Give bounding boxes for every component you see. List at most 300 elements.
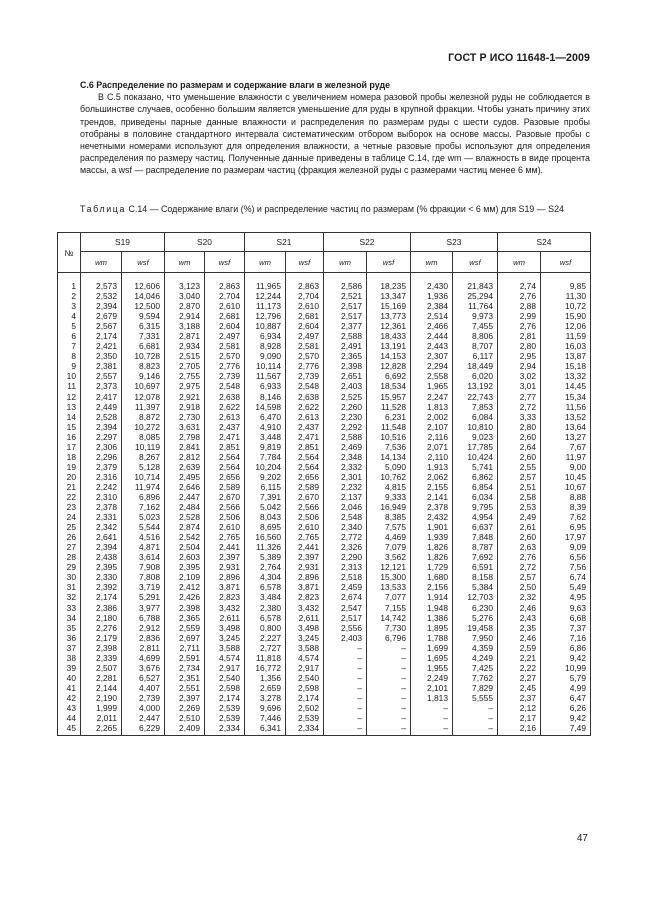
table-caption-label: Таблица bbox=[80, 204, 126, 214]
table-cell: 2,622 bbox=[205, 402, 245, 412]
table-cell: 2,230 bbox=[324, 412, 367, 422]
table-cell: 2,421 bbox=[81, 341, 122, 351]
table-cell: 2,61 bbox=[498, 522, 541, 532]
table-cell: 2,45 bbox=[498, 683, 541, 693]
table-cell: 9,795 bbox=[453, 502, 498, 512]
table-row bbox=[58, 432, 591, 442]
table-cell: 2,76 bbox=[498, 321, 541, 331]
table-cell: 2,521 bbox=[324, 291, 367, 301]
table-cell: 2,764 bbox=[245, 562, 286, 572]
table-cell: 2,532 bbox=[81, 291, 122, 301]
subcolumn-moisture: wm bbox=[81, 252, 122, 273]
table-cell: 2,409 bbox=[165, 723, 205, 736]
table-cell: 2,301 bbox=[324, 472, 367, 482]
table-cell: 2,144 bbox=[81, 683, 122, 693]
table-cell: 16,03 bbox=[541, 341, 591, 351]
table-cell: 2,679 bbox=[81, 311, 122, 321]
table-cell: 10,72 bbox=[541, 301, 591, 311]
table-cell: 2,306 bbox=[81, 442, 122, 452]
table-cell: 2,613 bbox=[205, 412, 245, 422]
table-row bbox=[58, 412, 591, 422]
table-cell: 2,242 bbox=[81, 482, 122, 492]
table-cell: 2,670 bbox=[286, 492, 324, 502]
table-cell: 3,123 bbox=[165, 273, 205, 292]
table-row bbox=[58, 582, 591, 592]
table-cell: 11,548 bbox=[367, 422, 411, 432]
table-cell: 12,828 bbox=[367, 361, 411, 371]
table-cell: 8,806 bbox=[453, 331, 498, 341]
table-cell: 3,245 bbox=[205, 633, 245, 643]
table-cell: 2,921 bbox=[165, 392, 205, 402]
table-cell: 2,704 bbox=[286, 291, 324, 301]
table-cell: – bbox=[324, 663, 367, 673]
table-cell: 4,99 bbox=[541, 683, 591, 693]
row-number-cell: 12 bbox=[58, 392, 81, 402]
table-cell: 2,247 bbox=[411, 392, 453, 402]
table-cell: 10,887 bbox=[245, 321, 286, 331]
table-cell: 2,116 bbox=[411, 432, 453, 442]
table-cell: 2,046 bbox=[324, 502, 367, 512]
table-cell: 3,33 bbox=[498, 412, 541, 422]
table-cell: 2,58 bbox=[498, 492, 541, 502]
table-cell: 2,351 bbox=[165, 673, 205, 683]
table-cell: 2,638 bbox=[205, 392, 245, 402]
moisture-size-table bbox=[57, 232, 591, 736]
table-cell: 4,249 bbox=[453, 653, 498, 663]
table-cell: 2,739 bbox=[286, 371, 324, 381]
table-cell: 2,80 bbox=[498, 422, 541, 432]
table-cell: 2,16 bbox=[498, 723, 541, 736]
table-cell: 8,385 bbox=[367, 512, 411, 522]
table-cell: 2,392 bbox=[81, 582, 122, 592]
table-cell: 17,97 bbox=[541, 532, 591, 542]
table-cell: 2,447 bbox=[165, 492, 205, 502]
table-cell: 2,502 bbox=[286, 703, 324, 713]
table-cell: 2,514 bbox=[411, 311, 453, 321]
table-cell: 2,466 bbox=[411, 321, 453, 331]
table-cell: – bbox=[324, 653, 367, 663]
table-cell: 2,447 bbox=[122, 713, 165, 723]
table-cell: 10,45 bbox=[541, 472, 591, 482]
table-cell: 8,707 bbox=[453, 341, 498, 351]
table-cell: 4,469 bbox=[367, 532, 411, 542]
table-cell: 21,843 bbox=[453, 273, 498, 292]
table-cell: 2,517 bbox=[324, 301, 367, 311]
table-cell: 2,437 bbox=[286, 422, 324, 432]
table-cell: 7,536 bbox=[367, 442, 411, 452]
table-cell: 2,426 bbox=[165, 592, 205, 602]
row-number-cell: 9 bbox=[58, 361, 81, 371]
table-cell: 8,823 bbox=[122, 361, 165, 371]
table-cell: – bbox=[324, 683, 367, 693]
table-row bbox=[58, 311, 591, 321]
table-cell: 2,331 bbox=[81, 512, 122, 522]
table-cell: 6,578 bbox=[245, 582, 286, 592]
table-cell: 2,912 bbox=[122, 623, 165, 633]
table-cell: 2,570 bbox=[286, 351, 324, 361]
table-cell: 13,87 bbox=[541, 351, 591, 361]
table-cell: 3,719 bbox=[122, 582, 165, 592]
table-cell: 9,594 bbox=[122, 311, 165, 321]
table-cell: 2,730 bbox=[165, 412, 205, 422]
table-cell: 2,227 bbox=[245, 633, 286, 643]
table-cell: 7,730 bbox=[367, 623, 411, 633]
table-row bbox=[58, 371, 591, 381]
table-cell: 2,610 bbox=[205, 522, 245, 532]
table-cell: 2,528 bbox=[165, 512, 205, 522]
table-cell: 6,637 bbox=[453, 522, 498, 532]
table-cell: 2,72 bbox=[498, 562, 541, 572]
table-cell: 3,871 bbox=[205, 582, 245, 592]
subcolumn-moisture: wm bbox=[324, 252, 367, 273]
table-row bbox=[58, 562, 591, 572]
table-cell: 18,449 bbox=[453, 361, 498, 371]
table-cell: 11,59 bbox=[541, 331, 591, 341]
table-cell: 7,56 bbox=[541, 562, 591, 572]
table-cell: 3,245 bbox=[286, 633, 324, 643]
row-number-cell: 23 bbox=[58, 502, 81, 512]
table-cell: 2,851 bbox=[205, 442, 245, 452]
table-cell: 2,403 bbox=[324, 633, 367, 643]
group-header: S23 bbox=[411, 233, 498, 252]
table-cell: 10,272 bbox=[122, 422, 165, 432]
table-cell: 2,896 bbox=[286, 572, 324, 582]
table-cell: – bbox=[324, 723, 367, 736]
table-cell: 8,158 bbox=[453, 572, 498, 582]
row-number-cell: 29 bbox=[58, 562, 81, 572]
table-cell: 5,389 bbox=[245, 552, 286, 562]
table-row bbox=[58, 361, 591, 371]
table-cell: 2,53 bbox=[498, 502, 541, 512]
table-cell: 8,88 bbox=[541, 492, 591, 502]
row-number-cell: 10 bbox=[58, 371, 81, 381]
table-cell: – bbox=[367, 673, 411, 683]
table-cell: – bbox=[367, 693, 411, 703]
table-cell: 3,498 bbox=[286, 623, 324, 633]
table-row bbox=[58, 542, 591, 552]
table-cell: – bbox=[453, 723, 498, 736]
table-cell: 2,72 bbox=[498, 402, 541, 412]
table-cell: 1,813 bbox=[411, 402, 453, 412]
table-cell: 2,622 bbox=[286, 402, 324, 412]
table-cell: 2,398 bbox=[81, 643, 122, 653]
table-row bbox=[58, 633, 591, 643]
group-header: S24 bbox=[498, 233, 591, 252]
table-row bbox=[58, 532, 591, 542]
table-cell: 1,826 bbox=[411, 542, 453, 552]
table-cell: 12,361 bbox=[367, 321, 411, 331]
table-cell: 2,656 bbox=[286, 472, 324, 482]
table-cell: 2,603 bbox=[165, 552, 205, 562]
section-paragraph: В С.5 показано, что уменьшение влажности с увеличением номера разовой пробы железной руды не соблюдается в большинстве случаев, особенно большим является уменьшение для руды в крупной фракции. Чтобы узнать причину этих трендов, приведены парные данные влажности и распределения по размерам руды с шести судов. Разовые пробы отобраны в половине стандартного интервала систематическим отбором выборок на основе массы. Разовые пробы с нечетными номерами используют для определения влажности, а четные разовые пробы используют для определения распределения по размеру частиц. Полученные данные приведены в таблице С.14, где wm — влажность в виде процента массы, а wsf — распределение по размерам частиц (фракция железной руды с размерами частиц менее 6 мм). bbox=[80, 92, 590, 176]
table-row bbox=[58, 603, 591, 613]
table-cell: 9,023 bbox=[453, 432, 498, 442]
table-cell: 2,581 bbox=[286, 341, 324, 351]
table-cell: 2,586 bbox=[324, 273, 367, 292]
table-cell: 3,432 bbox=[205, 603, 245, 613]
table-cell: 2,316 bbox=[81, 472, 122, 482]
table-cell: 2,798 bbox=[165, 432, 205, 442]
table-cell: 15,169 bbox=[367, 301, 411, 311]
table-cell: 13,347 bbox=[367, 291, 411, 301]
table-cell: 2,441 bbox=[286, 542, 324, 552]
table-cell: 2,506 bbox=[286, 512, 324, 522]
table-cell: 2,438 bbox=[81, 552, 122, 562]
group-header: S19 bbox=[81, 233, 165, 252]
row-number-cell: 32 bbox=[58, 592, 81, 602]
table-cell: 7,853 bbox=[453, 402, 498, 412]
table-cell: 10,114 bbox=[245, 361, 286, 371]
table-cell: 16,772 bbox=[245, 663, 286, 673]
table-cell: 3,562 bbox=[367, 552, 411, 562]
table-cell: 1,813 bbox=[411, 693, 453, 703]
table-cell: 2,260 bbox=[324, 402, 367, 412]
table-cell: 15,957 bbox=[367, 392, 411, 402]
table-cell: 3,498 bbox=[205, 623, 245, 633]
table-cell: 1,965 bbox=[411, 381, 453, 391]
table-cell: – bbox=[324, 703, 367, 713]
table-cell: 6,315 bbox=[122, 321, 165, 331]
table-cell: 2,874 bbox=[165, 522, 205, 532]
table-cell: 2,27 bbox=[498, 673, 541, 683]
table-cell: 2,334 bbox=[286, 723, 324, 736]
table-cell: 8,928 bbox=[245, 341, 286, 351]
table-cell: 10,810 bbox=[453, 422, 498, 432]
row-number-cell: 7 bbox=[58, 341, 81, 351]
table-cell: 2,174 bbox=[81, 592, 122, 602]
table-cell: 2,137 bbox=[324, 492, 367, 502]
table-cell: 7,808 bbox=[122, 572, 165, 582]
table-cell: 7,155 bbox=[367, 603, 411, 613]
table-cell: 2,863 bbox=[286, 273, 324, 292]
table-cell: 2,507 bbox=[81, 663, 122, 673]
table-cell: 6,862 bbox=[453, 472, 498, 482]
table-cell: – bbox=[324, 673, 367, 683]
table-cell: 2,515 bbox=[165, 351, 205, 361]
table-cell: 2,776 bbox=[286, 361, 324, 371]
table-cell: 2,80 bbox=[498, 341, 541, 351]
row-number-cell: 1 bbox=[58, 273, 81, 292]
row-number-cell: 31 bbox=[58, 582, 81, 592]
table-cell: 2,276 bbox=[81, 623, 122, 633]
table-cell: 2,681 bbox=[205, 311, 245, 321]
table-cell: 6,020 bbox=[453, 371, 498, 381]
table-cell: 2,76 bbox=[498, 291, 541, 301]
table-row bbox=[58, 442, 591, 452]
table-cell: 2,397 bbox=[205, 552, 245, 562]
table-cell: 13,27 bbox=[541, 432, 591, 442]
table-cell: 1,939 bbox=[411, 532, 453, 542]
table-cell: 2,43 bbox=[498, 613, 541, 623]
table-cell: 2,646 bbox=[165, 482, 205, 492]
table-cell: 9,42 bbox=[541, 713, 591, 723]
table-cell: 7,425 bbox=[453, 663, 498, 673]
table-cell: 6,034 bbox=[453, 492, 498, 502]
row-number-cell: 35 bbox=[58, 623, 81, 633]
table-row bbox=[58, 522, 591, 532]
table-cell: 2,588 bbox=[324, 432, 367, 442]
table-cell: 2,190 bbox=[81, 693, 122, 703]
table-cell: 2,975 bbox=[165, 381, 205, 391]
table-cell: 1,680 bbox=[411, 572, 453, 582]
table-cell: 2,57 bbox=[498, 472, 541, 482]
table-cell: 2,727 bbox=[245, 643, 286, 653]
table-cell: 6,591 bbox=[453, 562, 498, 572]
table-cell: 8,787 bbox=[453, 542, 498, 552]
table-cell: 2,342 bbox=[81, 522, 122, 532]
table-cell: 2,548 bbox=[286, 381, 324, 391]
table-cell: 3,484 bbox=[245, 592, 286, 602]
table-cell: 2,365 bbox=[324, 351, 367, 361]
table-cell: 2,110 bbox=[411, 452, 453, 462]
table-cell: 2,823 bbox=[205, 592, 245, 602]
table-cell: 7,391 bbox=[245, 492, 286, 502]
table-cell: 2,386 bbox=[81, 603, 122, 613]
table-cell: 2,870 bbox=[165, 301, 205, 311]
group-header: S22 bbox=[324, 233, 411, 252]
table-cell: 2,591 bbox=[165, 653, 205, 663]
table-cell: 1,913 bbox=[411, 462, 453, 472]
table-cell: – bbox=[324, 643, 367, 653]
table-cell: 6,933 bbox=[245, 381, 286, 391]
group-header: S20 bbox=[165, 233, 245, 252]
table-cell: 10,424 bbox=[453, 452, 498, 462]
row-number-cell: 24 bbox=[58, 512, 81, 522]
table-cell: 4,910 bbox=[245, 422, 286, 432]
table-cell: 6,796 bbox=[367, 633, 411, 643]
table-cell: 7,829 bbox=[453, 683, 498, 693]
table-cell: 2,395 bbox=[81, 562, 122, 572]
table-cell: 2,639 bbox=[165, 462, 205, 472]
table-cell: 2,179 bbox=[81, 633, 122, 643]
table-cell: 11,567 bbox=[245, 371, 286, 381]
table-cell: 2,548 bbox=[324, 512, 367, 522]
table-row bbox=[58, 713, 591, 723]
table-cell: 9,333 bbox=[367, 492, 411, 502]
table-cell: 6,86 bbox=[541, 643, 591, 653]
table-cell: 2,613 bbox=[286, 412, 324, 422]
table-cell: 1,729 bbox=[411, 562, 453, 572]
table-cell: 1,999 bbox=[81, 703, 122, 713]
table-cell: 6,56 bbox=[541, 552, 591, 562]
table-cell: 2,394 bbox=[81, 542, 122, 552]
table-row bbox=[58, 723, 591, 736]
row-number-cell: 43 bbox=[58, 703, 81, 713]
table-cell: 14,153 bbox=[367, 351, 411, 361]
table-cell: 5,090 bbox=[367, 462, 411, 472]
table-cell: 2,539 bbox=[205, 713, 245, 723]
table-cell: 9,85 bbox=[541, 273, 591, 292]
table-cell: 3,631 bbox=[165, 422, 205, 432]
table-cell: 2,681 bbox=[286, 311, 324, 321]
table-cell: 3,614 bbox=[122, 552, 165, 562]
table-cell: 2,469 bbox=[324, 442, 367, 452]
subcolumn-moisture: wm bbox=[165, 252, 205, 273]
table-cell: 2,378 bbox=[81, 502, 122, 512]
table-cell: 2,510 bbox=[165, 713, 205, 723]
table-cell: 2,281 bbox=[81, 673, 122, 683]
table-cell: 2,739 bbox=[122, 693, 165, 703]
table-cell: 16,560 bbox=[245, 532, 286, 542]
table-cell: 2,610 bbox=[205, 301, 245, 311]
table-cell: 2,598 bbox=[286, 683, 324, 693]
table-cell: 18,235 bbox=[367, 273, 411, 292]
table-cell: 2,564 bbox=[286, 452, 324, 462]
table-row bbox=[58, 663, 591, 673]
table-cell: 7,331 bbox=[122, 331, 165, 341]
table-cell: 2,35 bbox=[498, 623, 541, 633]
table-cell: 13,773 bbox=[367, 311, 411, 321]
table-cell: – bbox=[367, 713, 411, 723]
table-cell: 1,948 bbox=[411, 603, 453, 613]
table-row bbox=[58, 592, 591, 602]
row-number-cell: 33 bbox=[58, 603, 81, 613]
table-cell: – bbox=[324, 713, 367, 723]
table-cell: 10,697 bbox=[122, 381, 165, 391]
table-cell: 2,49 bbox=[498, 512, 541, 522]
table-cell: 2,294 bbox=[411, 361, 453, 371]
row-number-cell: 37 bbox=[58, 643, 81, 653]
table-cell: 10,119 bbox=[122, 442, 165, 452]
table-header-groups bbox=[58, 233, 591, 252]
table-cell: 2,296 bbox=[81, 452, 122, 462]
table-cell: 2,37 bbox=[498, 693, 541, 703]
table-cell: 2,863 bbox=[205, 273, 245, 292]
table-cell: 5,384 bbox=[453, 582, 498, 592]
table-cell: 2,307 bbox=[411, 351, 453, 361]
table-cell: 3,432 bbox=[286, 603, 324, 613]
table-cell: 2,564 bbox=[286, 462, 324, 472]
table-cell: 6,788 bbox=[122, 613, 165, 623]
row-number-cell: 26 bbox=[58, 532, 81, 542]
table-cell: 2,398 bbox=[165, 603, 205, 613]
table-cell: 2,610 bbox=[286, 301, 324, 311]
table-cell: 2,598 bbox=[205, 683, 245, 693]
table-cell: 2,50 bbox=[498, 582, 541, 592]
table-cell: 2,540 bbox=[286, 673, 324, 683]
table-cell: 2,74 bbox=[498, 273, 541, 292]
table-cell: 2,918 bbox=[165, 402, 205, 412]
table-cell: 7,49 bbox=[541, 723, 591, 736]
table-cell: 6,934 bbox=[245, 331, 286, 341]
table-cell: 7,692 bbox=[453, 552, 498, 562]
table-cell: 3,188 bbox=[165, 321, 205, 331]
table-cell: 2,334 bbox=[205, 723, 245, 736]
table-row bbox=[58, 331, 591, 341]
table-cell: 2,071 bbox=[411, 442, 453, 452]
table-cell: 2,540 bbox=[205, 673, 245, 683]
table-cell: 2,332 bbox=[324, 462, 367, 472]
table-cell: 2,22 bbox=[498, 663, 541, 673]
row-number-cell: 30 bbox=[58, 572, 81, 582]
table-cell: 2,290 bbox=[324, 552, 367, 562]
table-cell: 11,30 bbox=[541, 291, 591, 301]
table-cell: 10,762 bbox=[367, 472, 411, 482]
table-cell: 14,45 bbox=[541, 381, 591, 391]
table-cell: 10,728 bbox=[122, 351, 165, 361]
table-cell: 5,49 bbox=[541, 582, 591, 592]
table-cell: 2,330 bbox=[81, 572, 122, 582]
table-cell: 4,407 bbox=[122, 683, 165, 693]
subcolumn-size-fraction: wsf bbox=[367, 252, 411, 273]
table-cell: 7,67 bbox=[541, 442, 591, 452]
table-cell: 22,743 bbox=[453, 392, 498, 402]
table-cell: 2,297 bbox=[81, 432, 122, 442]
table-cell: – bbox=[411, 723, 453, 736]
table-cell: 2,107 bbox=[411, 422, 453, 432]
table-cell: 2,397 bbox=[286, 552, 324, 562]
table-row bbox=[58, 552, 591, 562]
